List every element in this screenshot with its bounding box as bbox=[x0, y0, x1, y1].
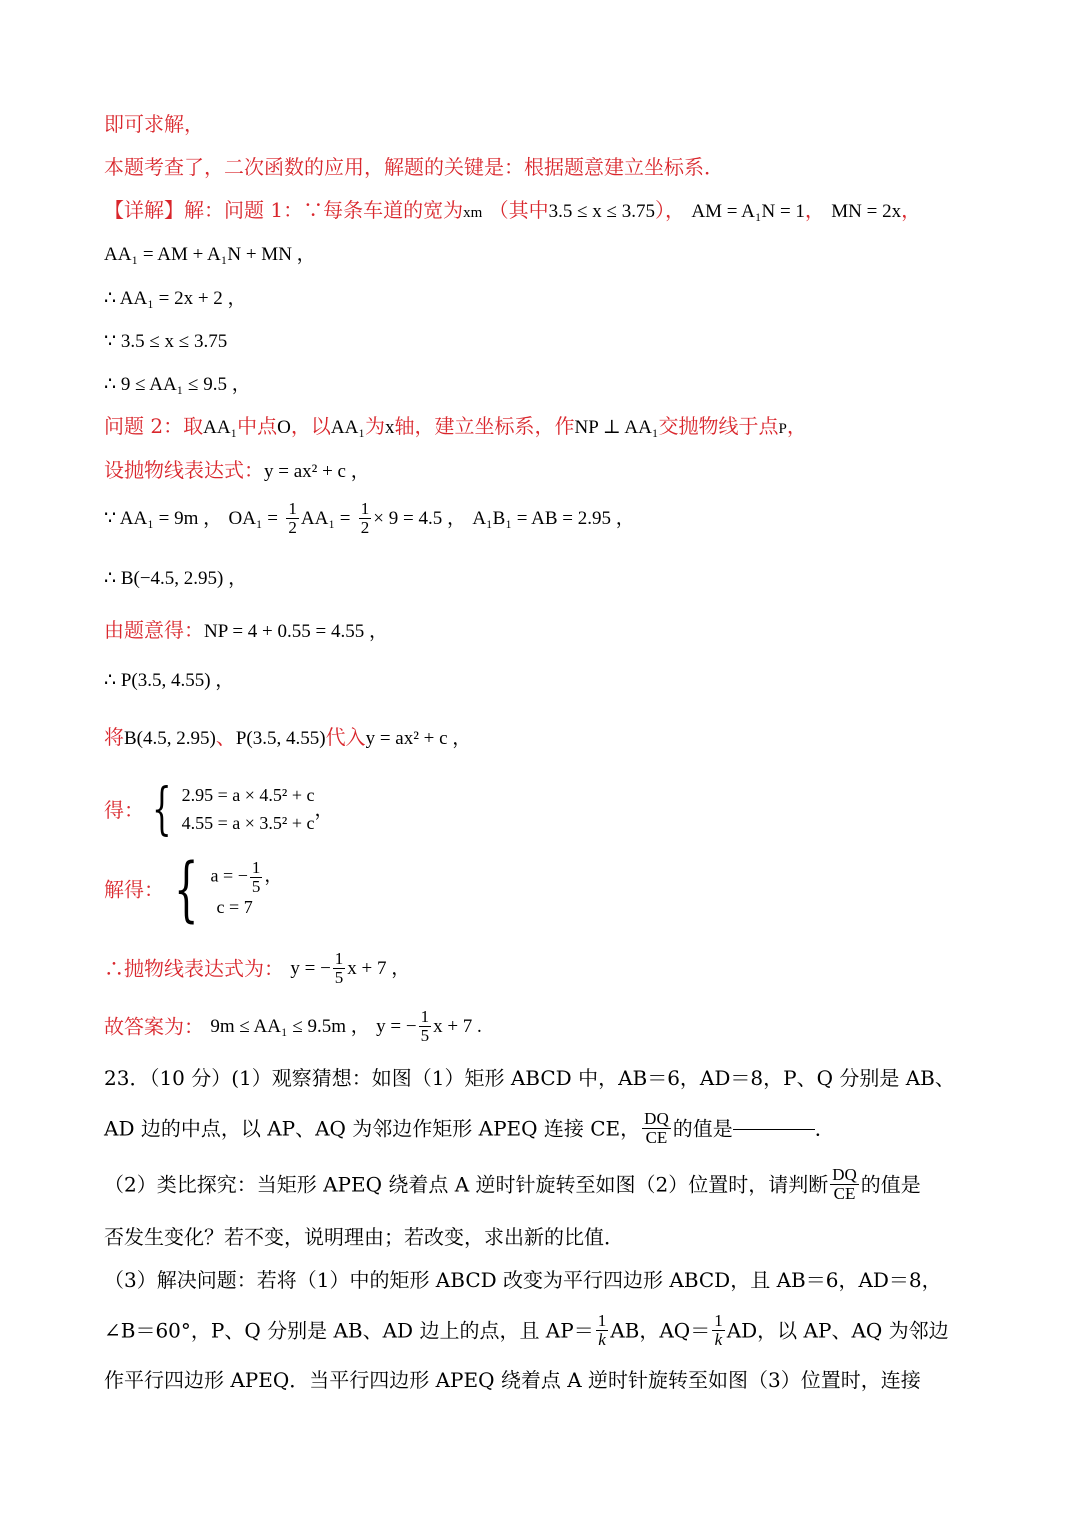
question-23-line-1: 23．（10 分）(1）观察猜想：如图（1）矩形 ABCD 中，AB＝6，AD＝8，P、Q 分别是 AB、 bbox=[104, 1066, 955, 1090]
parabola-result-line: ∴抛物线表达式为： y = − $\frac{1}{5}$ x + 7 ， bbox=[104, 949, 411, 987]
question-23-part-3: （3）解决问题：若将（1）中的矩形 ABCD 改变为平行四边形 ABCD，且 AB＝6，AD＝8， bbox=[104, 1268, 942, 1292]
system-solution: 解得： { a = − $\frac{1}{5}$ ， c = 7 bbox=[104, 848, 283, 930]
point-b-line: ∴ B(−4.5, 2.95) ， bbox=[104, 568, 248, 589]
question-23-part-2-cont: 否发生变化？若不变，说明理由；若改变，求出新的比值． bbox=[104, 1225, 624, 1249]
parabola-setup-line: 设抛物线表达式：y = ax² + c ， bbox=[104, 458, 370, 482]
substitute-line: 将B(4.5, 2.95)、P(3.5, 4.55)代入y = ax² + c ， bbox=[104, 725, 472, 749]
solution-line-1: 即可求解， bbox=[104, 112, 204, 136]
final-answer-line: 故答案为： 9m ≤ AA₁ ≤ 9.5m ， y = − $\frac{1}{5}$ x + 7 . bbox=[104, 1007, 482, 1045]
question-23-line-2: AD 边的中点，以 AP、AQ 为邻边作矩形 APEQ 连接 CE， $\frac{DQ}{CE}$ 的值是 ． bbox=[104, 1109, 835, 1147]
question-23-part-3-conditions: ∠B＝60°，P、Q 分别是 AB、AD 边上的点，且 AP＝ $\frac{1}{k}$ AB，AQ＝ $\frac{1}{k}$ AD，以 AP、AQ 为邻边 bbox=[104, 1311, 949, 1349]
solution-line-2: 本题考查了，二次函数的应用，解题的关键是：根据题意建立坐标系． bbox=[104, 155, 724, 179]
point-p-line: ∴ P(3.5, 4.55) ， bbox=[104, 670, 235, 691]
aa1-oa1-line: ∵ AA₁ = 9m ， OA₁ = $\frac{1}{2}$ AA₁ = $\frac{1}{2}$ × 9 = 4.5 ， A₁B₁ = AB = 2.95 ， bbox=[104, 499, 635, 537]
inequality-aa1: ∴ 9 ≤ AA₁ ≤ 9.5 ， bbox=[104, 374, 251, 395]
inequality-x: ∵ 3.5 ≤ x ≤ 3.75 bbox=[104, 331, 228, 352]
equation-aa1-expr: ∴ AA₁ = 2x + 2 ， bbox=[104, 288, 247, 309]
answer-blank bbox=[733, 1129, 815, 1130]
detail-line-1: 【详解】解：问题 1：∵每条车道的宽为xm （其中3.5 ≤ x ≤ 3.75）， AM = A₁N = 1， MN = 2x， bbox=[104, 198, 922, 222]
problem-2-line: 问题 2：取AA₁中点O，以AA₁为x轴，建立坐标系，作NP ⊥ AA₁交抛物线于点P， bbox=[104, 414, 807, 438]
system-equations: 得： { 2.95 = a × 4.5² + c 4.55 = a × 3.5² + c， bbox=[104, 776, 334, 842]
np-length-line: 由题意得：NP = 4 + 0.55 = 4.55 ， bbox=[104, 618, 388, 642]
question-23-part-2: （2）类比探究：当矩形 APEQ 绕着点 A 逆时针旋转至如图（2）位置时，请判断 $\frac{DQ}{CE}$ 的值是 bbox=[104, 1165, 921, 1203]
fraction-half-2: $\frac{1}{2}$ bbox=[360, 499, 370, 537]
fraction-half-1: $\frac{1}{2}$ bbox=[288, 499, 297, 537]
equation-aa1-sum: AA₁ = AM + A₁N + MN ， bbox=[104, 244, 316, 265]
question-23-part-3-cont: 作平行四边形 APEQ．当平行四边形 APEQ 绕着点 A 逆时针旋转至如图（3）位置时，连接 bbox=[104, 1368, 921, 1392]
